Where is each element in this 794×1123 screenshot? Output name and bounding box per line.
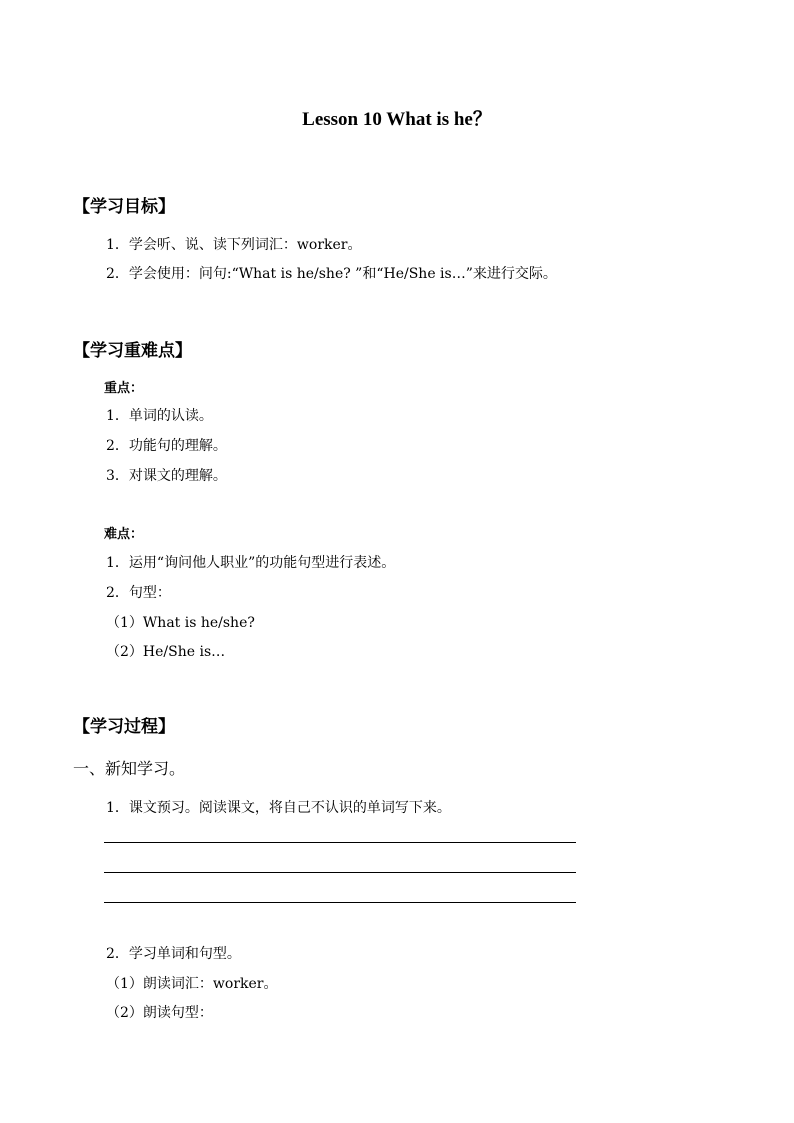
answer-line[interactable] (104, 842, 576, 843)
important-item: 3．对课文的理解。 (106, 468, 227, 484)
section-heading-goals: 【学习目标】 (73, 197, 175, 217)
part-title: 一、新知学习。 (73, 759, 186, 778)
important-label: 重点： (104, 381, 144, 396)
important-item: 2．功能句的理解。 (106, 438, 227, 454)
difficult-item: 1．运用“询问他人职业”的功能句型进行表述。 (106, 555, 396, 571)
answer-line[interactable] (104, 872, 576, 873)
step-subitem: （1）朗读词汇：worker。 (106, 976, 278, 992)
section-heading-process: 【学习过程】 (73, 717, 175, 737)
difficult-item: （1）What is he/she? (106, 615, 255, 631)
section-heading-key-points: 【学习重难点】 (73, 341, 192, 361)
page-title: Lesson 10 What is he？ (302, 109, 492, 130)
goal-item: 1．学会听、说、读下列词汇：worker。 (106, 237, 362, 253)
step-item: 1．课文预习。阅读课文，将自己不认识的单词写下来。 (106, 800, 451, 816)
goal-item: 2．学会使用：问句:“What is he/she? ”和“He/She is…”来进行交际。 (106, 266, 557, 282)
step-subitem: （2）朗读句型： (106, 1005, 213, 1021)
answer-line[interactable] (104, 902, 576, 903)
step-item: 2．学习单词和句型。 (106, 946, 241, 962)
difficult-item: 2．句型： (106, 585, 171, 601)
difficult-item: （2）He/She is… (106, 644, 226, 660)
difficult-label: 难点： (104, 527, 144, 542)
important-item: 1．单词的认读。 (106, 408, 213, 424)
